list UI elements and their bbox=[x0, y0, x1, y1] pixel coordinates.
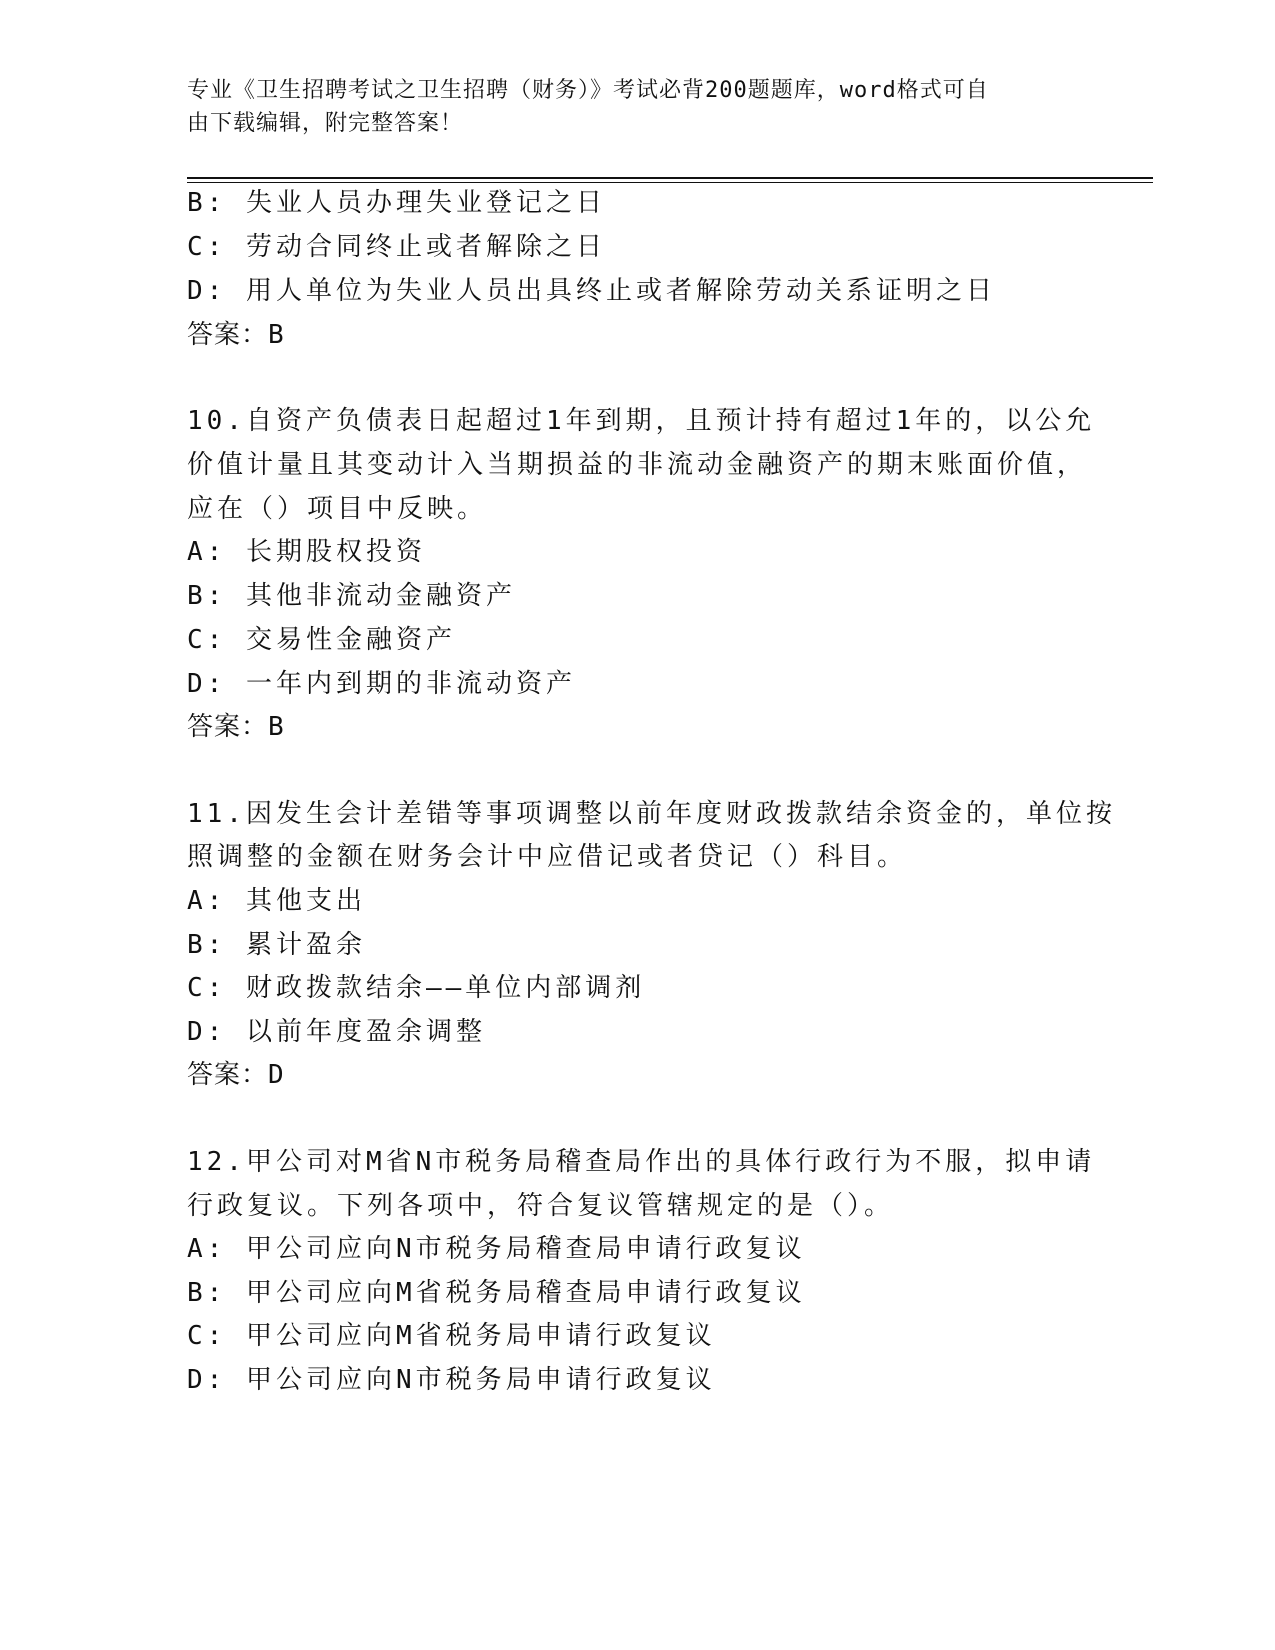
header-line-2: 由下载编辑，附完整答案！ bbox=[187, 111, 464, 136]
q10-stem-line-2: 价值计量且其变动计入当期损益的非流动金融资产的期末账面价值， bbox=[187, 450, 1088, 480]
q9-option-c: C: 劳动合同终止或者解除之日 bbox=[187, 232, 606, 262]
q9-option-b: B: 失业人员办理失业登记之日 bbox=[187, 188, 606, 218]
header-line-1: 专业《卫生招聘考试之卫生招聘（财务）》考试必背200题题库，word格式可自 bbox=[187, 78, 989, 103]
q11-stem-line-2: 照调整的金额在财务会计中应借记或者贷记（）科目。 bbox=[187, 842, 908, 872]
q10-stem-line-3: 应在（）项目中反映。 bbox=[187, 494, 488, 524]
q11-option-a: A: 其他支出 bbox=[187, 886, 366, 916]
q11-answer: 答案：D bbox=[187, 1060, 285, 1090]
q12-option-b: B: 甲公司应向M省税务局稽查局申请行政复议 bbox=[187, 1278, 806, 1308]
q11-option-c: C: 财政拨款结余——单位内部调剂 bbox=[187, 973, 646, 1003]
q10-option-d: D: 一年内到期的非流动资产 bbox=[187, 669, 576, 699]
q12-stem-line-1: 12.甲公司对M省N市税务局稽查局作出的具体行政行为不服，拟申请 bbox=[187, 1147, 1096, 1177]
q11-option-d: D: 以前年度盈余调整 bbox=[187, 1017, 486, 1047]
q12-option-c: C: 甲公司应向M省税务局申请行政复议 bbox=[187, 1321, 716, 1351]
q10-answer: 答案：B bbox=[187, 712, 285, 742]
q10-option-b: B: 其他非流动金融资产 bbox=[187, 581, 516, 611]
q12-stem-line-2: 行政复议。下列各项中，符合复议管辖规定的是（）。 bbox=[187, 1191, 895, 1221]
q9-option-d: D: 用人单位为失业人员出具终止或者解除劳动关系证明之日 bbox=[187, 276, 996, 306]
header-divider-thick bbox=[187, 177, 1153, 179]
q10-option-c: C: 交易性金融资产 bbox=[187, 625, 456, 655]
header-divider-thin bbox=[187, 182, 1153, 183]
q12-option-a: A: 甲公司应向N市税务局稽查局申请行政复议 bbox=[187, 1234, 806, 1264]
q11-stem-line-1: 11.因发生会计差错等事项调整以前年度财政拨款结余资金的，单位按 bbox=[187, 799, 1116, 829]
q11-option-b: B: 累计盈余 bbox=[187, 930, 366, 960]
document-header bbox=[187, 74, 1067, 140]
q10-stem-line-1: 10.自资产负债表日起超过1年到期，且预计持有超过1年的，以公允 bbox=[187, 406, 1096, 436]
q12-option-d: D: 甲公司应向N市税务局申请行政复议 bbox=[187, 1365, 716, 1395]
q9-answer: 答案：B bbox=[187, 320, 285, 350]
q10-option-a: A: 长期股权投资 bbox=[187, 537, 426, 567]
